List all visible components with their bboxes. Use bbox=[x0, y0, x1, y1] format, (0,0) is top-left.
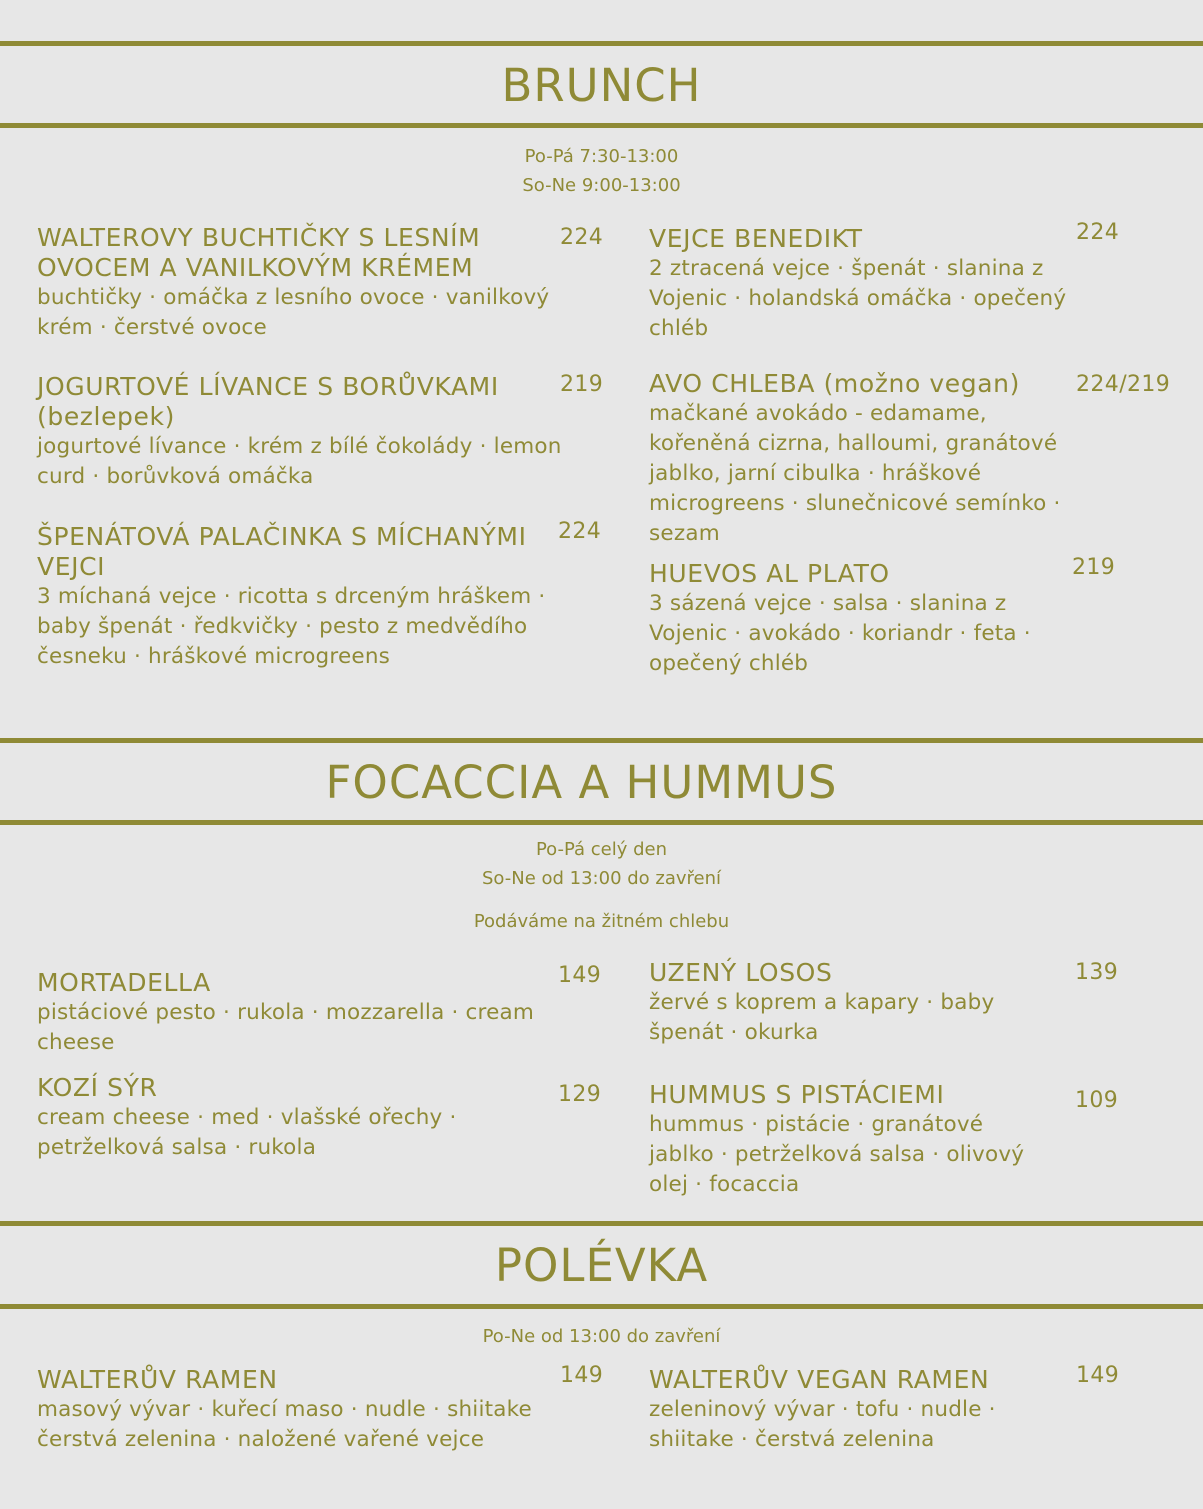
menu-item-price: 224/219 bbox=[1076, 372, 1171, 397]
menu-item-title: VEJCE BENEDIKT bbox=[649, 224, 863, 253]
menu-item-price: 224 bbox=[558, 519, 602, 544]
section-heading-brunch: BRUNCH bbox=[501, 59, 702, 112]
divider-line bbox=[0, 1221, 1203, 1226]
menu-item-price: 129 bbox=[558, 1082, 602, 1107]
menu-item bbox=[37, 223, 557, 343]
brunch-hours-weekend: So-Ne 9:00-13:00 bbox=[522, 175, 681, 196]
menu-item bbox=[649, 1365, 1069, 1455]
menu-item-description: mačkané avokádo - edamame, kořeněná cizrna, halloumi, granátové jablko, jarní cibulka · hráškové microgreens · slunečnicové semínko · sezam bbox=[649, 401, 1061, 546]
focaccia-hours-weekday: Po-Pá celý den bbox=[535, 839, 668, 860]
divider-line bbox=[0, 1304, 1203, 1309]
menu-item-price: 224 bbox=[560, 225, 604, 250]
menu-item-description: hummus · pistácie · granátové jablko · petrželková salsa · olivový olej · focaccia bbox=[649, 1112, 1025, 1197]
menu-item-description: žervé s koprem a kapary · baby špenát · okurka bbox=[649, 990, 995, 1045]
section-heading-focaccia: FOCACCIA A HUMMUS bbox=[325, 756, 838, 809]
menu-item-price: 149 bbox=[560, 1363, 604, 1388]
menu-item-price: 224 bbox=[1076, 220, 1120, 245]
brunch-hours-weekday: Po-Pá 7:30-13:00 bbox=[524, 146, 679, 167]
menu-item-title: WALTEROVY BUCHTIČKY S LESNÍM OVOCEM A VANILKOVÝM KRÉMEM bbox=[37, 223, 481, 282]
divider-line bbox=[0, 820, 1203, 825]
menu-item-description: pistáciové pesto · rukola · mozzarella · cream cheese bbox=[37, 1000, 535, 1055]
focaccia-note: Podáváme na žitném chlebu bbox=[473, 911, 730, 932]
menu-item-title: AVO CHLEBA (možno vegan) bbox=[649, 369, 1020, 398]
menu-item-title: JOGURTOVÉ LÍVANCE S BORŮVKAMI (bezlepek) bbox=[37, 372, 499, 431]
divider-line bbox=[0, 738, 1203, 743]
menu-item-title: HUEVOS AL PLATO bbox=[649, 559, 890, 588]
menu-item-description: 3 míchaná vejce · ricotta s drceným hráškem · baby špenát · ředkvičky · pesto z medvědího česneku · hráškové microgreens bbox=[37, 584, 546, 669]
menu-item-description: buchtičky · omáčka z lesního ovoce · vanilkový krém · čerstvé ovoce bbox=[37, 285, 550, 340]
menu-item-price: 139 bbox=[1075, 960, 1119, 985]
menu-item-title: WALTERŮV RAMEN bbox=[37, 1365, 278, 1394]
menu-item-description: jogurtové lívance · krém z bílé čokolády · lemon curd · borůvková omáčka bbox=[37, 434, 562, 489]
divider-line bbox=[0, 123, 1203, 128]
menu-item-title: KOZÍ SÝR bbox=[37, 1073, 158, 1102]
menu-item bbox=[649, 369, 1069, 549]
menu-item-price: 149 bbox=[558, 963, 602, 988]
menu-item bbox=[37, 522, 547, 672]
section-heading-soup: POLÉVKA bbox=[494, 1239, 709, 1292]
divider-line bbox=[0, 41, 1203, 46]
menu-item-description: masový vývar · kuřecí maso · nudle · shiitake čerstvá zelenina · naložené vařené vejce bbox=[37, 1397, 532, 1452]
menu-item-title: MORTADELLA bbox=[37, 968, 211, 997]
menu-item-title: HUMMUS S PISTÁCIEMI bbox=[649, 1080, 945, 1109]
menu-item-description: 2 ztracená vejce · špenát · slanina z Vojenic · holandská omáčka · opečený chléb bbox=[649, 256, 1067, 341]
focaccia-hours-weekend: So-Ne od 13:00 do zavření bbox=[481, 868, 722, 889]
menu-item-title: WALTERŮV VEGAN RAMEN bbox=[649, 1365, 990, 1394]
menu-item-description: 3 sázená vejce · salsa · slanina z Vojenic · avokádo · koriandr · feta · opečený chléb bbox=[649, 591, 1031, 676]
menu-item bbox=[649, 958, 1069, 1048]
menu-item bbox=[649, 1080, 1049, 1200]
menu-item bbox=[37, 1073, 537, 1163]
menu-item-price: 219 bbox=[1072, 555, 1116, 580]
menu-item-title: ŠPENÁTOVÁ PALAČINKA S MÍCHANÝMI VEJCI bbox=[37, 522, 527, 581]
menu-item-description: cream cheese · med · vlašské ořechy · petrželková salsa · rukola bbox=[37, 1105, 457, 1160]
menu-item-description: zeleninový vývar · tofu · nudle · shiitake · čerstvá zelenina bbox=[649, 1397, 996, 1452]
menu-item bbox=[37, 968, 537, 1058]
menu-item-price: 149 bbox=[1076, 1363, 1120, 1388]
menu-item-price: 109 bbox=[1075, 1088, 1119, 1113]
menu-item-price: 219 bbox=[560, 372, 604, 397]
soup-hours: Po-Ne od 13:00 do zavření bbox=[482, 1326, 721, 1347]
menu-item bbox=[37, 1365, 597, 1455]
menu-item bbox=[649, 559, 1079, 679]
menu-item bbox=[37, 372, 562, 492]
menu-item bbox=[649, 224, 1069, 344]
menu-item-title: UZENÝ LOSOS bbox=[649, 958, 833, 987]
